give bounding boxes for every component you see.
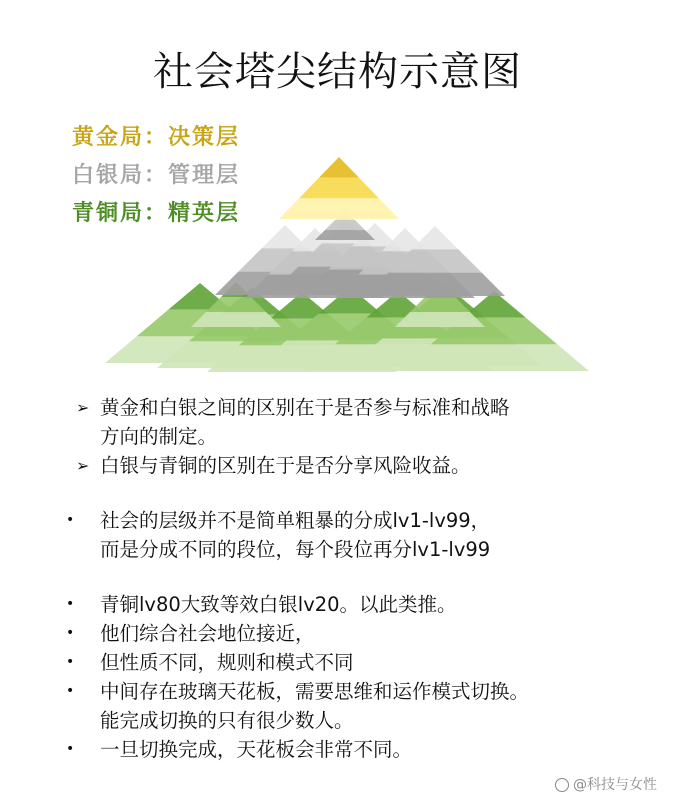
green-tier-triangle — [191, 312, 281, 327]
watermark-text: @科技与女性 — [573, 777, 657, 793]
list-item-line: 青铜lv80大致等效白银lv20。以此类推。 — [100, 593, 457, 616]
page-title: 社会塔尖结构示意图 — [153, 49, 522, 95]
bullet-list — [60, 393, 660, 764]
list-item-line: 能完成切换的只有很少数人。 — [100, 709, 354, 732]
dot-bullet-icon: • — [66, 625, 75, 641]
list-item — [60, 393, 660, 451]
silver-tier-triangle — [412, 226, 459, 249]
green-tier-triangle — [399, 344, 589, 371]
list-item-line: 一旦切换完成，天花板会非常不同。 — [100, 738, 413, 761]
list-item — [60, 506, 660, 564]
dot-bullet-icon: • — [66, 596, 75, 612]
pyramid-diagram — [0, 0, 675, 390]
list-item — [60, 677, 660, 735]
gold-tier-triangle — [279, 198, 399, 219]
list-item — [60, 735, 660, 764]
arrow-bullet-icon: ➢ — [76, 398, 90, 417]
list-item — [60, 619, 660, 648]
dot-bullet-icon: • — [66, 741, 75, 757]
silver-tier-triangle — [315, 230, 375, 240]
list-item — [60, 451, 660, 480]
legend-bronze: 青铜局：精英层 — [72, 200, 241, 226]
dot-bullet-icon: • — [66, 654, 75, 670]
weibo-icon — [555, 778, 569, 792]
list-item — [60, 590, 660, 619]
list-item-line: 白银与青铜的区别在于是否分享风险收益。 — [100, 454, 471, 477]
silver-tier-triangle — [365, 273, 505, 296]
silver-tier-triangle — [325, 220, 365, 230]
list-item-line: 中间存在玻璃天花板，需要思维和运作模式切换。 — [100, 680, 530, 703]
watermark — [555, 774, 657, 794]
gold-tier-triangle — [299, 178, 379, 199]
arrow-bullet-icon: ➢ — [76, 456, 90, 475]
list-item-line: 方向的制定。 — [100, 425, 218, 448]
list-item-line: 但性质不同，规则和模式不同 — [100, 651, 354, 674]
gold-tier-triangle — [319, 157, 359, 178]
list-item-line: 社会的层级并不是简单粗暴的分成lv1-lv99， — [100, 509, 491, 532]
list-spacer — [60, 480, 660, 506]
list-item — [60, 648, 660, 677]
list-item-line: 他们综合社会地位接近， — [100, 622, 315, 645]
list-item-line: 黄金和白银之间的区别在于是否参与标准和战略 — [100, 396, 510, 419]
legend-silver: 白银局：管理层 — [72, 162, 241, 188]
list-item-line: 而是分成不同的段位，每个段位再分lv1-lv99 — [100, 538, 491, 561]
dot-bullet-icon: • — [66, 512, 75, 528]
legend-gold: 黄金局：决策层 — [72, 124, 241, 150]
green-tier-triangle — [395, 312, 485, 327]
list-spacer — [60, 564, 660, 590]
dot-bullet-icon: • — [66, 683, 75, 699]
